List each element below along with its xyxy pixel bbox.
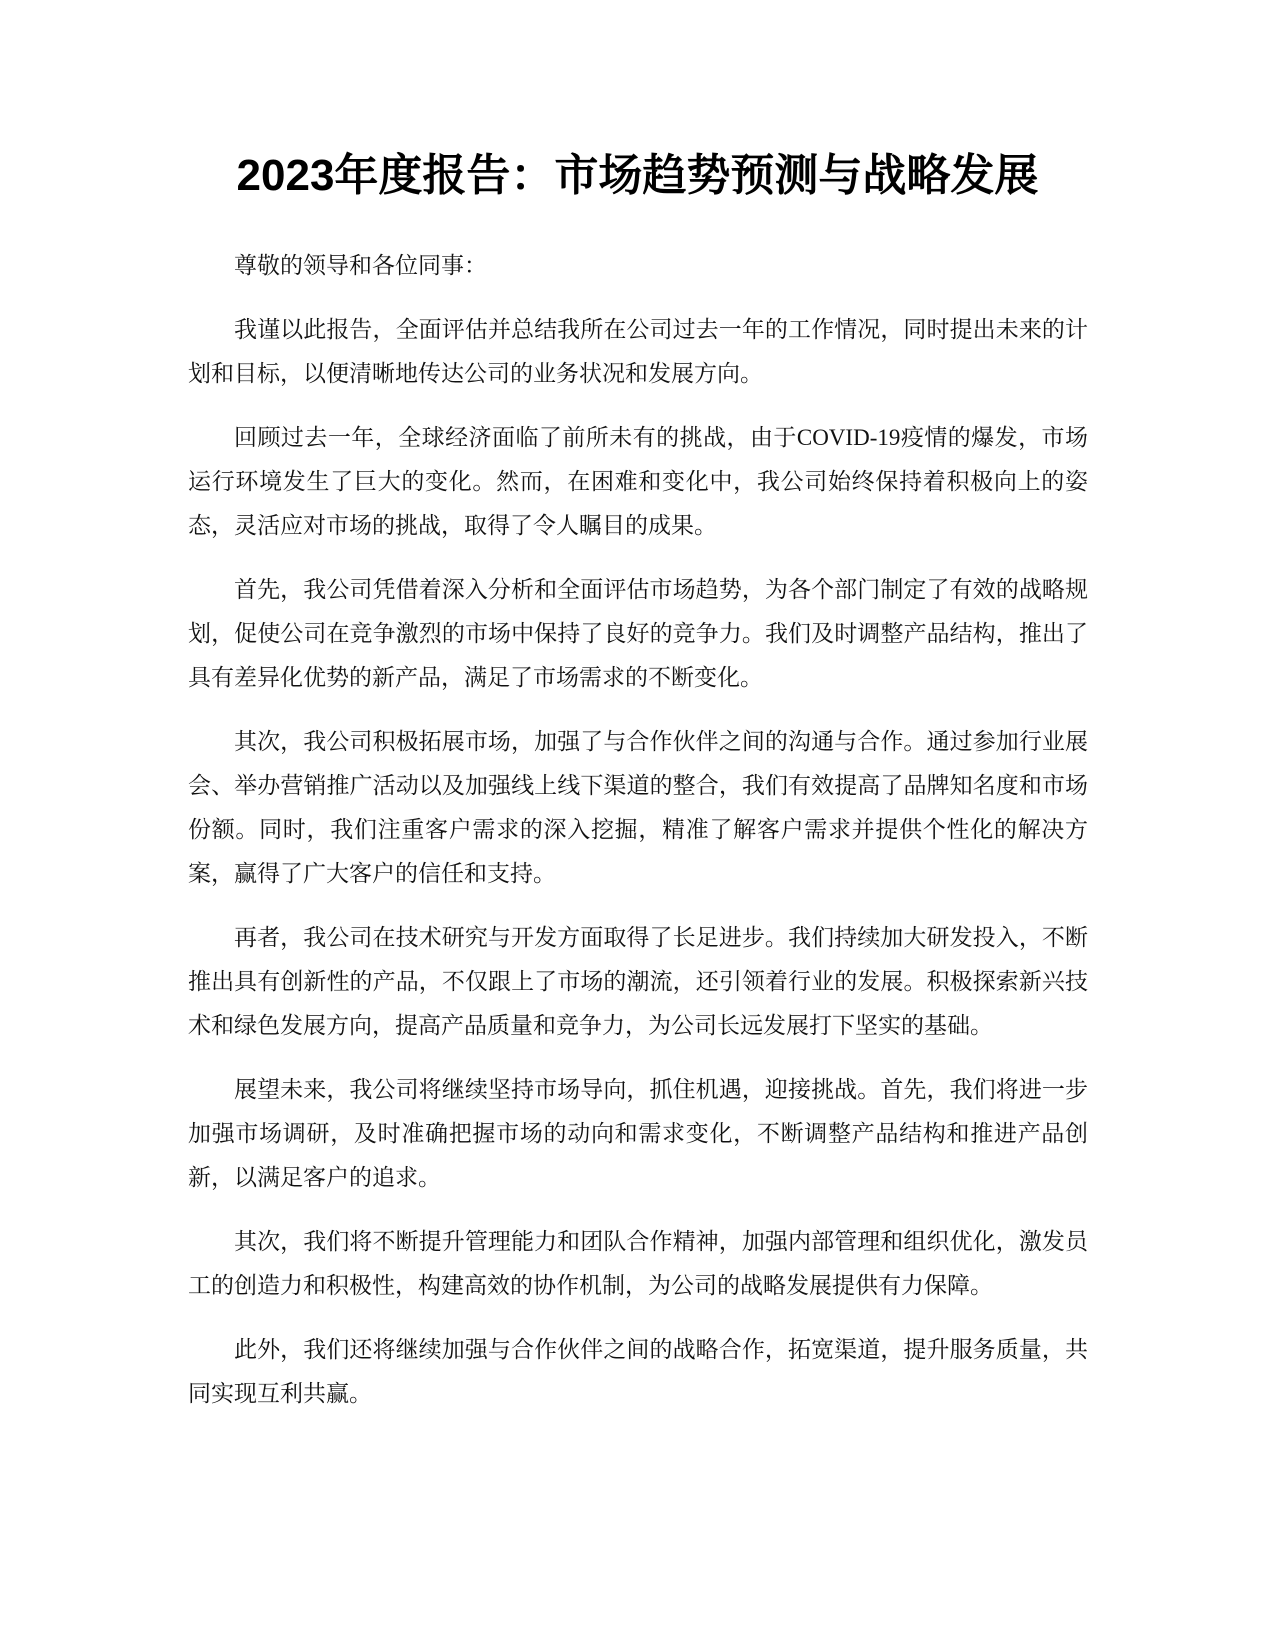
paragraph-management: 其次，我们将不断提升管理能力和团队合作精神，加强内部管理和组织优化，激发员工的创造力和积极性，构建高效的协作机制，为公司的战略发展提供有力保障。 xyxy=(188,1229,1088,1298)
document-body xyxy=(188,244,1088,1436)
paragraph-strategy: 首先，我公司凭借着深入分析和全面评估市场趋势，为各个部门制定了有效的战略规划，促使公司在竞争激烈的市场中保持了良好的竞争力。我们及时调整产品结构，推出了具有差异化优势的新产品，满足了市场需求的不断变化。 xyxy=(188,577,1088,690)
paragraph-rnd: 再者，我公司在技术研究与开发方面取得了长足进步。我们持续加大研发投入，不断推出具有创新性的产品，不仅跟上了市场的潮流，还引领着行业的发展。积极探索新兴技术和绿色发展方向，提高产品质量和竞争力，为公司长远发展打下坚实的基础。 xyxy=(188,925,1088,1038)
paragraph-outlook: 展望未来，我公司将继续坚持市场导向，抓住机遇，迎接挑战。首先，我们将进一步加强市场调研，及时准确把握市场的动向和需求变化，不断调整产品结构和推进产品创新，以满足客户的追求。 xyxy=(188,1077,1088,1190)
paragraph-partnership: 此外，我们还将继续加强与合作伙伴之间的战略合作，拓宽渠道，提升服务质量，共同实现互利共赢。 xyxy=(188,1337,1088,1406)
paragraph-review: 回顾过去一年，全球经济面临了前所未有的挑战，由于COVID-19疫情的爆发，市场运行环境发生了巨大的变化。然而，在困难和变化中，我公司始终保持着积极向上的姿态，灵活应对市场的挑战，取得了令人瞩目的成果。 xyxy=(188,425,1088,538)
salutation: 尊敬的领导和各位同事： xyxy=(234,253,487,278)
paragraph-market: 其次，我公司积极拓展市场，加强了与合作伙伴之间的沟通与合作。通过参加行业展会、举办营销推广活动以及加强线上线下渠道的整合，我们有效提高了品牌知名度和市场份额。同时，我们注重客户需求的深入挖掘，精准了解客户需求并提供个性化的解决方案，赢得了广大客户的信任和支持。 xyxy=(188,729,1088,886)
paragraph-intro: 我谨以此报告，全面评估并总结我所在公司过去一年的工作情况，同时提出未来的计划和目标，以便清晰地传达公司的业务状况和发展方向。 xyxy=(188,317,1088,386)
document-title: 2023年度报告：市场趋势预测与战略发展 xyxy=(236,151,1039,200)
